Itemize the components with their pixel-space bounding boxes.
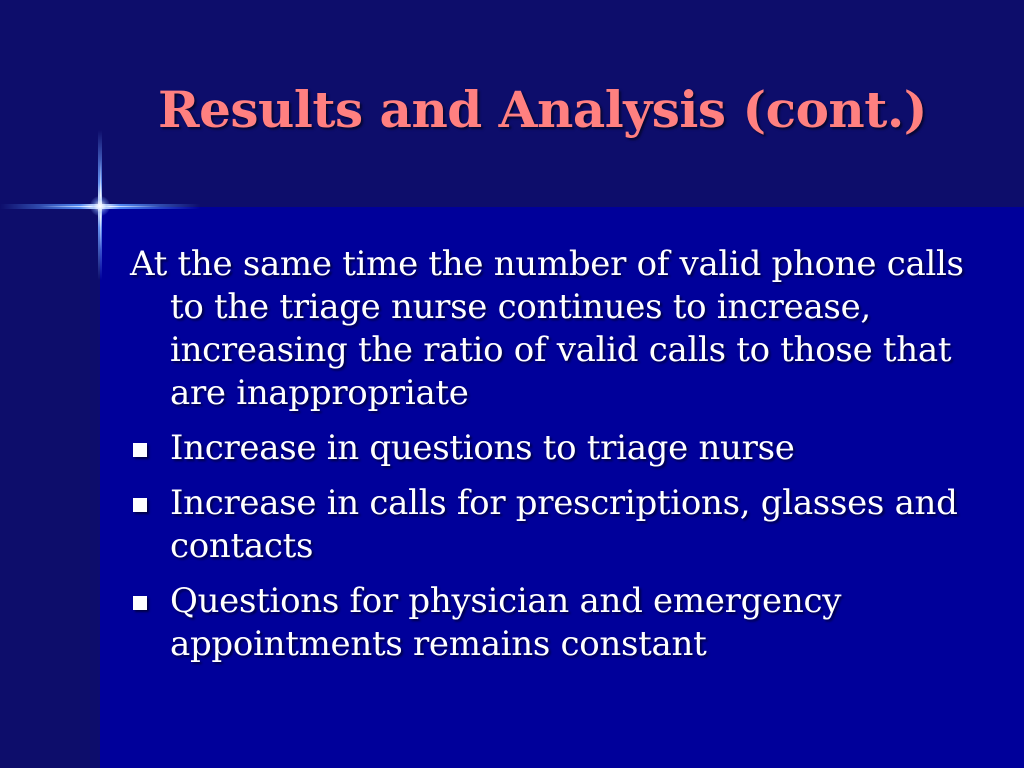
bullet-text: Increase in questions to triage nurse — [170, 428, 795, 468]
bullet-item — [130, 482, 990, 568]
square-bullet-icon — [133, 596, 147, 610]
slide-title: Results and Analysis (cont.) — [158, 80, 927, 139]
sparkle-star-icon — [90, 196, 110, 216]
bullet-item — [130, 427, 990, 470]
slide-body — [130, 243, 990, 678]
bullet-text: Increase in calls for prescriptions, glasses and contacts — [170, 483, 958, 566]
square-bullet-icon — [133, 498, 147, 512]
square-bullet-icon — [133, 443, 147, 457]
bullet-item — [130, 580, 990, 666]
intro-paragraph: At the same time the number of valid phone calls to the triage nurse continues to increase, increasing the ratio of valid calls to those that are inappropriate — [130, 244, 964, 413]
left-margin-band — [0, 207, 100, 768]
bullet-text: Questions for physician and emergency appointments remains constant — [170, 581, 842, 664]
